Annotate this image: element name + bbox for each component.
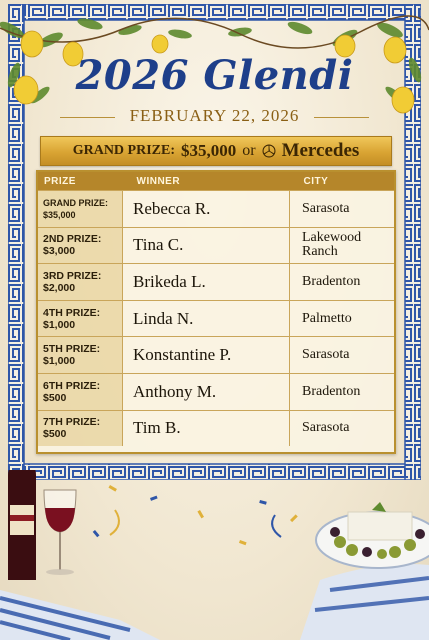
winner-name: Rebecca R. [123,191,290,228]
prize-label: 2ND PRIZE: [43,233,102,246]
city-cell [290,227,395,264]
prize-amount: $3,000 [43,245,76,258]
grand-prize-label: GRAND PRIZE: [72,143,175,158]
table-row [38,264,394,301]
prize-amount: $1,000 [43,355,76,368]
prize-cell [38,191,123,228]
winner-name: Anthony M. [123,373,290,410]
header-winner: WINNER [123,172,290,191]
table-row [38,337,394,374]
header-city: CITY [290,172,395,191]
prize-label: 4TH PRIZE: [43,306,101,319]
event-title: 2026 Glendi [75,52,354,99]
city-cell [290,373,395,410]
prize-cell [38,264,123,301]
prize-amount: $500 [43,391,67,404]
wine-bottle-icon [8,470,36,580]
winner-name: Tim B. [123,410,290,446]
city-name: Sarasota [302,347,350,363]
prize-cell [38,410,123,446]
grand-prize-or: or [242,142,256,159]
city-name: Palmetto [302,310,352,326]
mercedes-logo-icon [262,144,276,158]
prize-label: 5TH PRIZE: [43,343,101,356]
table-row [38,227,394,264]
event-date: FEBRUARY 22, 2026 [129,106,300,125]
city-name: Lakewood [302,230,362,246]
city-cell [290,300,395,337]
prize-amount: $500 [43,428,67,441]
prize-amount: $2,000 [43,281,76,294]
wine-glass-icon [44,490,76,575]
header-prize: PRIZE [38,172,123,191]
grand-prize-banner [40,136,392,166]
table-row [38,373,394,410]
prize-label: 6TH PRIZE: [43,379,101,392]
city-cell [290,264,395,301]
prize-cell [38,337,123,374]
prize-label: 7TH PRIZE: [43,416,101,429]
city-cell [290,337,395,374]
food-plate-icon [316,502,429,568]
winner-name: Konstantine P. [123,337,290,374]
prize-label: GRAND PRIZE: [43,197,108,208]
prize-cell [38,373,123,410]
grand-prize-car: Mercedes [281,140,360,161]
prize-cell [38,300,123,337]
city-name: Bradenton [302,383,361,399]
table-header-row [38,172,394,191]
winner-name: Tina C. [123,227,290,264]
prize-cell [38,227,123,264]
winners-table [36,170,396,454]
city-name: Bradenton [302,273,361,289]
prize-label: 3RD PRIZE: [43,269,102,282]
bottom-decor [0,470,429,640]
table-row [38,410,394,446]
winner-name: Brikeda L. [123,264,290,301]
date-rule-right [314,117,369,118]
table-row [38,191,394,228]
city-name-line2: Ranch [302,244,338,260]
table-row [38,300,394,337]
city-name: Sarasota [302,420,350,436]
city-cell [290,191,395,228]
city-cell [290,410,395,446]
city-name: Sarasota [302,200,350,216]
grand-prize-amount: $35,000 [180,141,237,160]
winner-name: Linda N. [123,300,290,337]
prize-amount: $1,000 [43,318,76,331]
prize-amount: $35,000 [43,209,76,220]
